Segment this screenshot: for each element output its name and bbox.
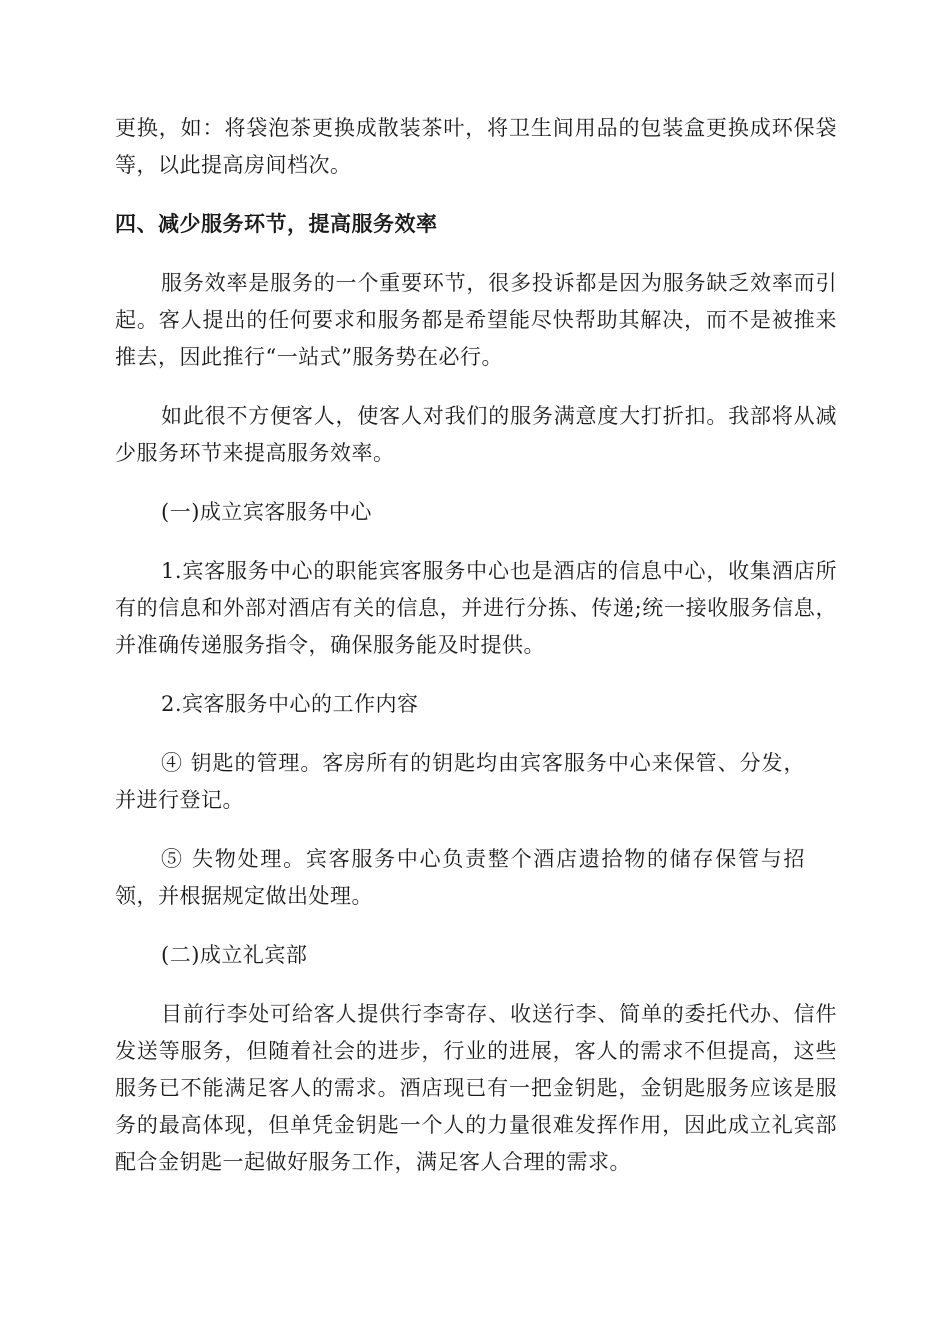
- paragraph-center-function: 1.宾客服务中心的职能宾客服务中心也是酒店的信息中心，收集酒店所有的信息和外部对酒店有关的信息，并进行分拣、传递;统一接收服务信息，并准确传递服务指令，确保服务能及时提供。: [115, 559, 837, 657]
- paragraph-service-efficiency: 服务效率是服务的一个重要环节，很多投诉都是因为服务缺乏效率而引起。客人提出的任何要求和服务都是希望能尽快帮助其解决，而不是被推来推去，因此推行“一站式”服务势在必行。: [115, 271, 837, 369]
- paragraph-reduce-steps: 如此很不方便客人，使客人对我们的服务满意度大打折扣。我部将从减少服务环节来提高服务效率。: [115, 404, 837, 465]
- section-heading-4: 四、减少服务环节，提高服务效率: [115, 212, 438, 236]
- subheading-guest-service-center: (一)成立宾客服务中心: [161, 500, 372, 524]
- paragraph-center-work-content: 2.宾客服务中心的工作内容: [161, 692, 419, 716]
- document-page: [115, 110, 837, 1203]
- paragraph-concierge-details: 目前行李处可给客人提供行李寄存、收送行李、简单的委托代办、信件发送等服务，但随着社会的进步，行业的进展，客人的需求不但提高，这些服务已不能满足客人的需求。酒店现已有一把金钥匙，金钥匙服务应该是服务的最高体现，但单凭金钥匙一个人的力量很难发挥作用，因此成立礼宾部配合金钥匙一起做好服务工作，满足客人合理的需求。: [115, 1002, 837, 1174]
- paragraph-room-upgrade: 更换，如：将袋泡茶更换成散装茶叶，将卫生间用品的包装盒更换成环保袋等，以此提高房间档次。: [115, 116, 837, 177]
- list-item-lost-and-found: ⑤ 失物处理。宾客服务中心负责整个酒店遗拾物的储存保管与招领，并根据规定做出处理。: [115, 847, 805, 908]
- list-item-key-management: ④ 钥匙的管理。客房所有的钥匙均由宾客服务中心来保管、分发，并进行登记。: [115, 751, 805, 812]
- subheading-concierge: (二)成立礼宾部: [161, 943, 308, 967]
